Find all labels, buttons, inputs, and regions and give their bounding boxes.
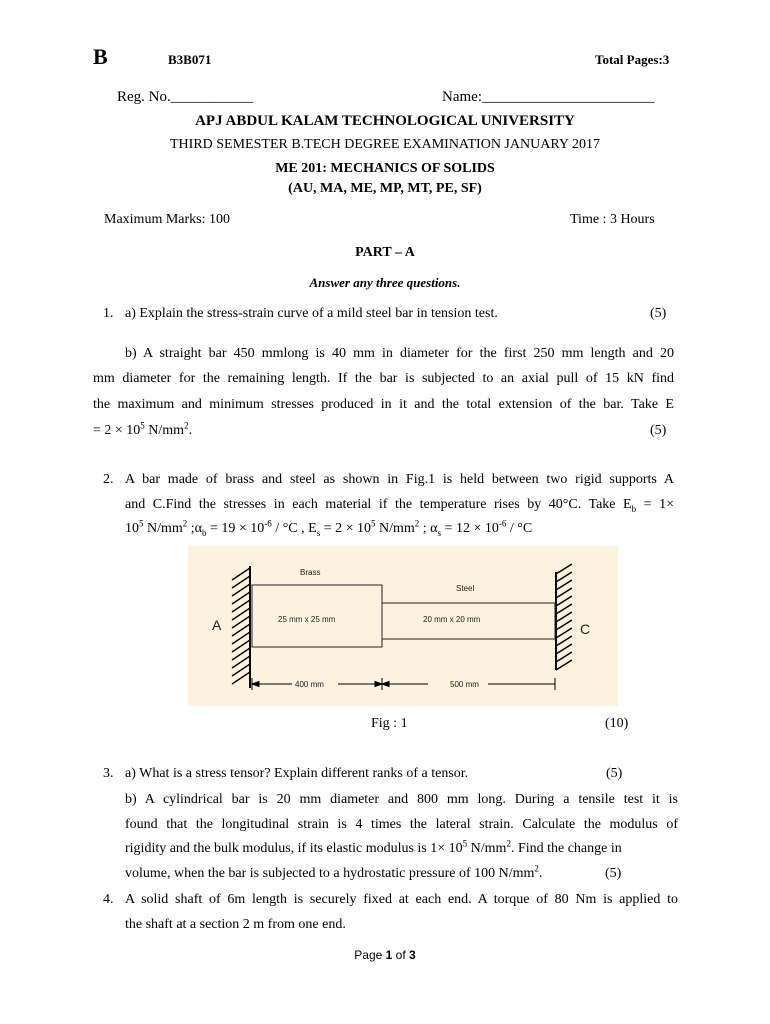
figure-1-diagram: [188, 546, 618, 706]
part-heading: PART – A: [355, 245, 415, 260]
left-wall-hatch: [232, 568, 250, 684]
q4-line2: the shaft at a section 2 m from one end.: [125, 917, 346, 932]
q3b-line3: rigidity and the bulk modulus, if its elastic modulus is $1\times 10^5$ $N/mm^2$. Find the change in: [125, 838, 622, 856]
q3a-marks: (5): [606, 766, 623, 781]
q4-number: 4.: [103, 892, 114, 907]
q1b-line4: = $2 \times 10^5$ $N/mm^2$.: [93, 420, 193, 438]
q1b-line1: b) A straight bar 450 mmlong is 40 mm in diameter for the first 250 mm length and 20: [125, 346, 674, 361]
q1a-text: a) Explain the stress-strain curve of a mild steel bar in tension test.: [125, 306, 498, 321]
branches: (AU, MA, ME, MP, MT, PE, SF): [288, 181, 482, 196]
series-letter: B: [93, 44, 108, 69]
q3b-marks: (5): [605, 866, 622, 881]
brass-length-label: 400 mm: [295, 680, 324, 689]
part-instruction: Answer any three questions.: [309, 275, 461, 290]
q3b-line2: found that the longitudinal strain is 4 times the lateral strain. Calculate the modulus of: [125, 817, 678, 832]
q2-line3: $10^5$ $N/mm^2$ $;\alpha_b = 19 \times 10^{-6} / ^\circ C$ , $E_s = 2 \times 10^5$ $N/mm^2$ ; $\alpha_s = 12 \times 10^{-6} / ^\circ C$: [125, 518, 533, 538]
steel-size-label: 20 mm x 20 mm: [423, 615, 481, 624]
q1a-marks: (5): [650, 306, 667, 321]
q2-line2: and C.Find the stresses in each material if the temperature rises by 40°C. Take $E_b = 1\times$: [125, 497, 674, 514]
q1b-marks: (5): [650, 423, 667, 438]
exam-title: THIRD SEMESTER B.TECH DEGREE EXAMINATION JANUARY 2017: [170, 137, 600, 152]
maximum-marks: Maximum Marks: 100: [104, 212, 230, 227]
question-paper-code: B3B071: [168, 52, 212, 67]
q3a-text: a) What is a stress tensor? Explain different ranks of a tensor.: [125, 766, 469, 781]
q2-marks: (10): [605, 716, 629, 731]
q3b-line4: volume, when the bar is subjected to a hydrostatic pressure of 100 $N/mm^2$.: [125, 863, 543, 881]
name-field: Name:_______________________: [442, 89, 655, 105]
q1b-line3: the maximum and minimum stresses produced in it and the total extension of the bar. Take E: [93, 397, 674, 412]
total-pages: Total Pages:3: [595, 52, 670, 67]
university-name: APJ ABDUL KALAM TECHNOLOGICAL UNIVERSITY: [195, 113, 575, 129]
page-number: Page 1 of 3: [354, 948, 416, 962]
q2-line1: A bar made of brass and steel as shown in Fig.1 is held between two rigid supports A: [125, 472, 674, 487]
right-wall-hatch: [556, 564, 572, 670]
q2-number: 2.: [103, 472, 114, 487]
course-title: ME 201: MECHANICS OF SOLIDS: [275, 161, 495, 176]
bar-diagram: [188, 546, 618, 706]
q4-line1: A solid shaft of 6m length is securely fixed at each end. A torque of 80 Nm is applied to: [125, 892, 678, 907]
reg-no-field: Reg. No.___________: [117, 89, 254, 105]
q3-number: 3.: [103, 766, 114, 781]
q1-number: 1.: [103, 306, 114, 321]
brass-size-label: 25 mm x 25 mm: [278, 615, 336, 624]
exam-duration: Time : 3 Hours: [570, 212, 655, 227]
q1b-line2: mm diameter for the remaining length. If the bar is subjected to an axial pull of 15 kN find: [93, 371, 674, 386]
steel-label: Steel: [456, 584, 475, 593]
brass-label: Brass: [300, 568, 321, 577]
q3b-line1: b) A cylindrical bar is 20 mm diameter and 800 mm long. During a tensile test it is: [125, 792, 678, 807]
steel-length-label: 500 mm: [450, 680, 479, 689]
support-c-label: C: [580, 621, 591, 637]
support-a-label: A: [212, 617, 222, 633]
figure-caption: Fig : 1: [371, 716, 408, 731]
